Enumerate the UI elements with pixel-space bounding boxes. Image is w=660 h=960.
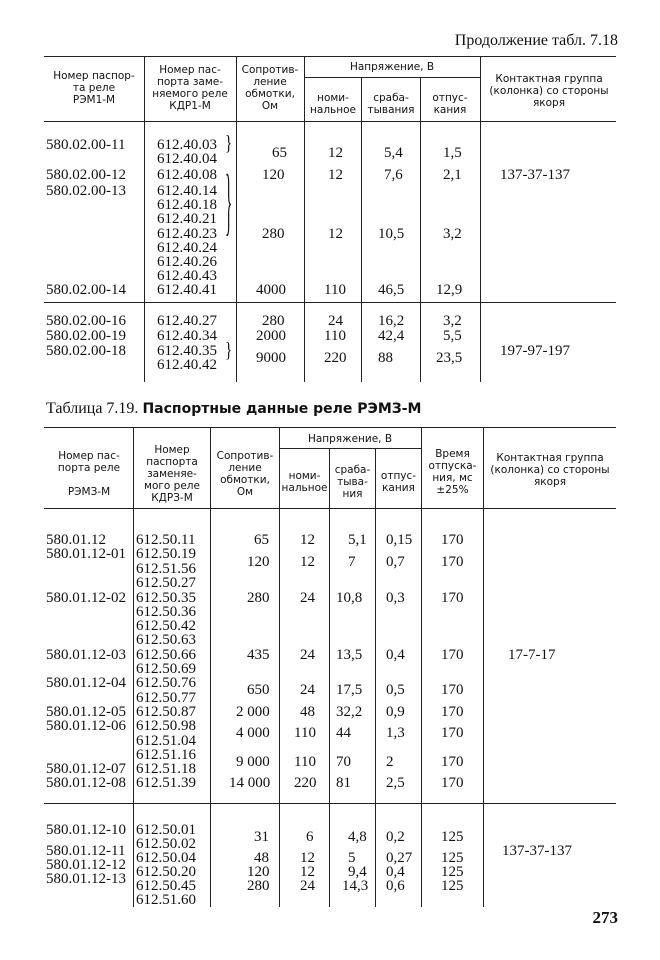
t18-voff-cell: 1,5 [443,145,462,161]
t19-relay-cell: 580.01.12-07 [46,761,126,777]
t19-resistance-cell: 4 000 [236,725,270,741]
t19-vnom-cell: 220 [294,775,317,791]
t19-relay-cell: 580.01.12-01 [46,546,126,562]
t19-voff-cell: 0,5 [386,682,405,698]
t19-von-cell: 13,5 [336,647,363,663]
t19-time-cell: 170 [441,532,464,548]
t19-kdr-cell: 612.51.04 [136,733,196,749]
t18-resistance-cell: 120 [262,167,285,183]
table18-voltage-rule [304,77,480,78]
t19-kdr-cell: 612.50.27 [136,575,196,591]
t19-von-cell: 44 [336,725,351,741]
t19-kdr-cell: 612.50.01 [136,822,196,838]
t18-kdr-cell: 612.40.08 [157,167,217,183]
t19-contact-cell: 17-7-17 [508,647,556,663]
t19-relay-cell: 580.01.12-11 [46,843,126,859]
t19-v-on-header: сраба- тыва- ния [334,464,371,500]
t18-kdr-cell: 612.40.35 [157,343,217,359]
t18-col-resistance-header: Сопротив- ление обмотки, Ом [241,64,299,112]
t18-kdr-cell: 612.40.14 [157,183,217,199]
t19-kdr-cell: 612.50.66 [136,647,196,663]
t19-voff-cell: 0,2 [386,829,405,845]
t19-kdr-cell: 612.50.76 [136,675,196,691]
t19-resistance-cell: 120 [247,864,270,880]
table19-title-prefix: Таблица 7.19. [46,400,139,417]
t18-kdr-cell: 612.40.27 [157,313,217,329]
table18-header-rule [44,121,616,122]
page-number: 273 [592,908,618,927]
t19-von-cell: 5 [348,850,356,866]
t18-resistance-cell: 65 [272,145,287,161]
t19-von-cell: 17,5 [336,682,363,698]
t19-kdr-cell: 612.50.42 [136,618,196,634]
t19-kdr-cell: 612.50.77 [136,690,196,706]
t19-v-off-header: отпус- кания [380,470,417,494]
t19-relay-cell: 580.01.12-04 [46,675,126,691]
t18-kdr-cell: 612.40.26 [157,254,217,270]
t19-kdr-cell: 612.50.45 [136,878,196,894]
t19-time-cell: 170 [441,704,464,720]
t19-kdr-cell: 612.50.69 [136,661,196,677]
t19-kdr-cell: 612.50.98 [136,718,196,734]
brace-icon: } [225,339,233,362]
t18-resistance-cell: 280 [262,313,285,329]
t18-contact-cell: 197-97-197 [500,343,570,359]
t19-relay-cell: 580.01.12-02 [46,590,126,606]
t19-time-cell: 170 [441,682,464,698]
brace-icon: } [225,166,233,246]
t19-voff-cell: 0,4 [386,647,405,663]
t18-voff-cell: 3,2 [443,226,462,242]
t19-voff-cell: 0,27 [386,850,413,866]
t18-kdr-cell: 612.40.24 [157,240,217,256]
t18-relay-cell: 580.02.00-18 [46,343,126,359]
t19-voff-cell: 0,15 [386,532,413,548]
t19-voff-cell: 0,3 [386,590,405,606]
t19-time-cell: 125 [441,878,464,894]
t19-voltage-header: Напряжение, В [307,433,393,445]
t19-kdr-cell: 612.50.36 [136,604,196,620]
t18-kdr-cell: 612.40.41 [157,282,217,298]
t18-resistance-cell: 4000 [256,282,286,298]
t19-kdr-cell: 612.51.60 [136,892,196,908]
t19-kdr-cell: 612.50.04 [136,850,196,866]
t19-resistance-cell: 120 [247,554,270,570]
t19-voff-cell: 0,9 [386,704,405,720]
t19-vnom-cell: 110 [294,725,316,741]
t18-vnom-cell: 12 [328,226,343,242]
t19-time-cell: 170 [441,590,464,606]
t18-von-cell: 10,5 [378,226,405,242]
t19-relay-cell: 580.01.12-05 [46,704,126,720]
t19-vnom-cell: 24 [300,878,315,894]
t19-voff-cell: 0,6 [386,878,405,894]
t19-voff-cell: 2,5 [386,775,405,791]
t19-time-cell: 170 [441,554,464,570]
t19-vnom-cell: 12 [300,850,315,866]
t18-resistance-cell: 9000 [256,350,286,366]
t19-von-cell: 14,3 [342,878,369,894]
t19-resistance-cell: 9 000 [236,754,270,770]
t19-contact-header: Контактная группа (колонка) со стороны якоря [490,452,610,488]
t19-relay-cell: 580.01.12-10 [46,822,126,838]
t18-vnom-cell: 12 [328,145,343,161]
t19-kdr-cell: 612.51.56 [136,561,196,577]
t19-kdr-cell: 612.51.18 [136,761,196,777]
t19-von-cell: 32,2 [336,704,363,720]
t19-time-cell: 125 [441,850,464,866]
t18-von-cell: 16,2 [378,313,405,329]
t18-von-cell: 42,4 [378,328,405,344]
t19-relay-cell: 580.01.12 [46,532,106,548]
t19-kdr-cell: 612.50.20 [136,864,196,880]
t18-kdr-cell: 612.40.23 [157,226,217,242]
t18-von-cell: 46,5 [378,282,405,298]
t18-kdr-cell: 612.40.34 [157,328,217,344]
t18-v-off-header: отпус- кания [432,92,468,116]
t19-resistance-cell: 65 [254,532,269,548]
t19-kdr-cell: 612.50.87 [136,704,196,720]
t18-von-cell: 88 [378,350,393,366]
t19-kdr-cell: 612.50.63 [136,632,196,648]
t18-kdr-cell: 612.40.43 [157,268,217,284]
t19-von-cell: 4,8 [348,829,367,845]
t18-relay-cell: 580.02.00-16 [46,313,126,329]
t18-vnom-cell: 110 [324,328,346,344]
table18-group-rule [44,302,616,303]
t18-voff-cell: 12,9 [436,282,463,298]
t19-von-cell: 70 [336,754,351,770]
t19-vnom-cell: 24 [300,590,315,606]
t18-contact-cell: 137-37-137 [500,167,570,183]
t18-v-nom-header: номи- нальное [310,92,356,116]
t19-v-nom-header: номи- нальное [281,470,328,494]
t18-von-cell: 7,6 [384,167,403,183]
t19-kdr-cell: 612.50.02 [136,836,196,852]
table19-header-rule [44,508,616,509]
t18-voltage-header: Напряжение, В [349,61,435,73]
t18-vnom-cell: 24 [328,313,343,329]
t19-vnom-cell: 12 [300,864,315,880]
t19-vnom-cell: 110 [294,754,316,770]
t18-resistance-cell: 2000 [256,328,286,344]
t18-kdr-cell: 612.40.03 [157,137,217,153]
t18-relay-cell: 580.02.00-11 [46,137,126,153]
t19-time-header: Время отпуска- ния, мс ±25% [428,448,477,496]
table19-group-rule [44,803,616,804]
t19-resistance-cell: 435 [247,647,270,663]
t19-von-cell: 9,4 [348,864,367,880]
t19-resistance-cell: 48 [254,850,269,866]
t19-vnom-cell: 24 [300,647,315,663]
t19-vnom-cell: 12 [300,554,315,570]
t19-voff-cell: 0,4 [386,864,405,880]
t19-time-cell: 125 [441,829,464,845]
t18-col-relay-header: Номер паспор- та реле РЭМ1-М [53,70,135,106]
t18-kdr-cell: 612.40.04 [157,151,217,167]
t19-time-cell: 125 [441,864,464,880]
table19-title-text: Паспортные данные реле РЭМЗ-М [142,401,422,417]
t19-von-cell: 10,8 [336,590,363,606]
t18-kdr-cell: 612.40.42 [157,357,217,373]
t19-vnom-cell: 6 [306,829,314,845]
t18-col-kdr-header: Номер пас- порта заме- няемого реле КДР1-М [152,64,228,112]
table19-top-rule [44,427,616,428]
t19-resistance-cell: 31 [254,829,269,845]
t18-voff-cell: 5,5 [443,328,462,344]
t19-vnom-cell: 24 [300,682,315,698]
t19-kdr-cell: 612.50.35 [136,590,196,606]
t18-relay-cell: 580.02.00-12 [46,167,126,183]
continuation-label: Продолжение табл. 7.18 [454,32,618,49]
t19-kdr-cell: 612.50.11 [136,532,196,548]
t19-time-cell: 170 [441,725,464,741]
t19-kdr-cell: 612.50.19 [136,546,196,562]
t19-resistance-cell: 280 [247,590,270,606]
t19-resistance-cell: 14 000 [229,775,271,791]
t18-resistance-cell: 280 [262,226,285,242]
t19-von-cell: 5,1 [348,532,367,548]
t18-vnom-cell: 110 [324,282,346,298]
t19-kdr-cell: 612.51.16 [136,747,196,763]
t18-vnom-cell: 12 [328,167,343,183]
t18-voff-cell: 2,1 [443,167,462,183]
t18-contact-header: Контактная группа (колонка) со стороны якоря [489,73,609,109]
t19-time-cell: 170 [441,754,464,770]
t18-kdr-cell: 612.40.21 [157,211,217,227]
t19-relay-cell: 580.01.12-03 [46,647,126,663]
t19-relay-cell: 580.01.12-06 [46,718,126,734]
t18-relay-cell: 580.02.00-14 [46,282,126,298]
t19-kdr-cell: 612.51.39 [136,775,196,791]
t19-relay-cell: 580.01.12-13 [46,871,126,887]
t18-von-cell: 5,4 [384,145,403,161]
table18-top-rule [44,56,616,57]
t18-voff-cell: 3,2 [443,313,462,329]
t19-relay-cell: 580.01.12-08 [46,775,126,791]
t19-voff-cell: 0,7 [386,554,405,570]
table19-title [46,400,421,418]
t19-col-resistance-header: Сопротив- ление обмотки, Ом [216,450,274,498]
t19-resistance-cell: 650 [247,682,270,698]
t19-resistance-cell: 2 000 [236,704,270,720]
t19-voff-cell: 1,3 [386,725,405,741]
table19-voltage-rule [279,448,421,449]
brace-icon: } [225,132,233,155]
t18-vnom-cell: 220 [324,350,347,366]
t18-relay-cell: 580.02.00-19 [46,328,126,344]
t19-relay-cell: 580.01.12-12 [46,857,126,873]
t19-time-cell: 170 [441,775,464,791]
t18-relay-cell: 580.02.00-13 [46,183,126,199]
t18-voff-cell: 23,5 [436,350,463,366]
t18-kdr-cell: 612.40.18 [157,197,217,213]
t19-contact-cell: 137-37-137 [502,843,572,859]
t19-time-cell: 170 [441,647,464,663]
t18-v-on-header: сраба- тывания [367,92,415,116]
t19-vnom-cell: 12 [300,532,315,548]
t19-resistance-cell: 280 [247,878,270,894]
t19-vnom-cell: 48 [300,704,315,720]
t19-von-cell: 81 [336,775,351,791]
t19-col-kdr-header: Номер паспорта заменяе- мого реле КДРЗ-М [144,444,200,504]
t19-von-cell: 7 [348,554,356,570]
t19-col-relay-header: Номер пас- порта реле РЭМЗ-М [57,450,121,498]
t19-voff-cell: 2 [386,754,394,770]
